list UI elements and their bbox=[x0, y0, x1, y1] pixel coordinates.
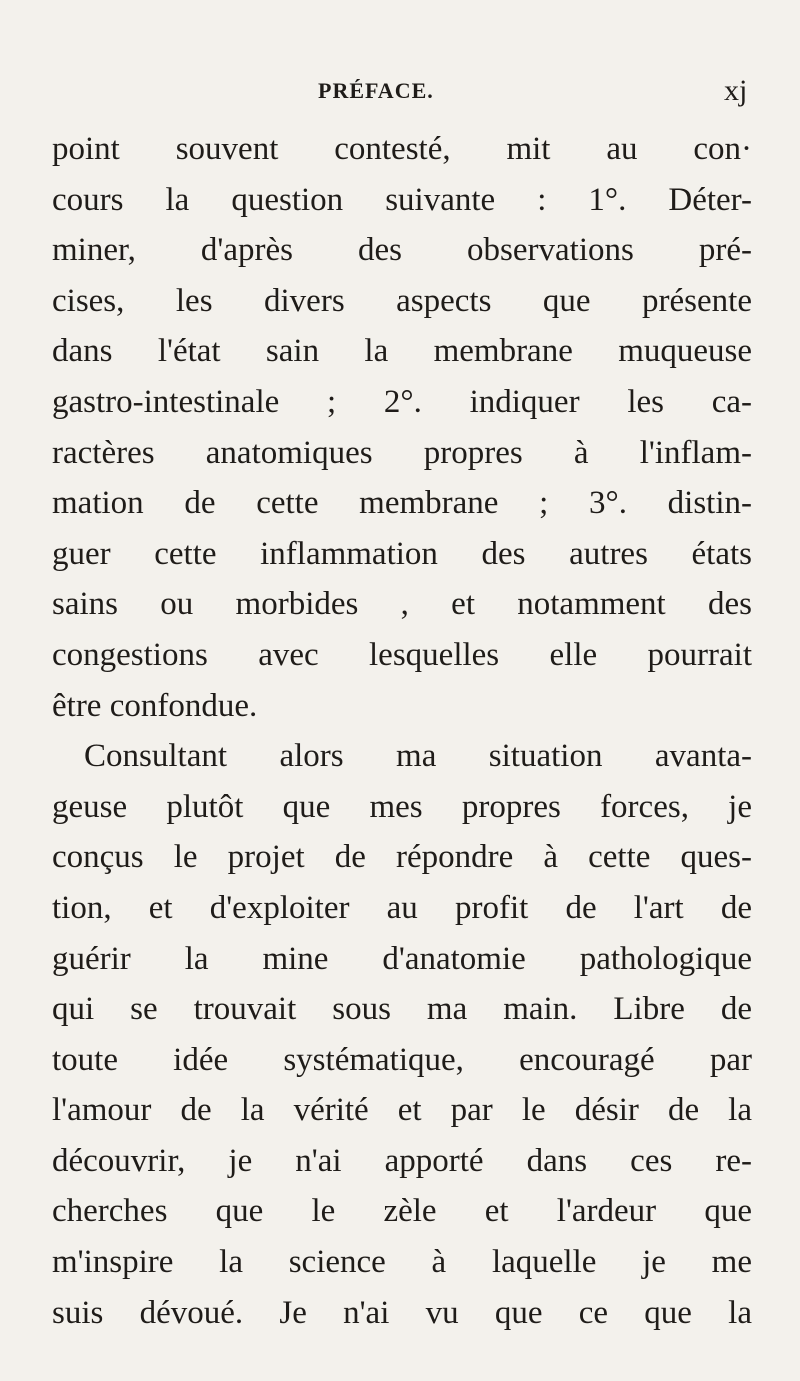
text-line: geuse plutôt que mes propres forces, je bbox=[52, 788, 752, 825]
text-line: ractères anatomiques propres à l'inflam- bbox=[52, 434, 752, 471]
text-line: mation de cette membrane ; 3°. distin- bbox=[52, 485, 752, 522]
text-line: suis dévoué. Je n'ai vu que ce que la bbox=[52, 1294, 752, 1331]
text-line: tion, et d'exploiter au profit de l'art de bbox=[52, 889, 752, 926]
text-line: guérir la mine d'anatomie pathologique bbox=[52, 940, 752, 977]
text-line: cises, les divers aspects que présente bbox=[52, 282, 752, 319]
page-header bbox=[0, 74, 800, 118]
text-line: dans l'état sain la membrane muqueuse bbox=[52, 333, 752, 370]
text-line: découvrir, je n'ai apporté dans ces re- bbox=[52, 1142, 752, 1179]
text-line: cherches que le zèle et l'ardeur que bbox=[52, 1193, 752, 1230]
text-line: point souvent contesté, mit au con· bbox=[52, 131, 752, 167]
paragraph-end-line: être confondue. bbox=[52, 687, 258, 724]
text-line: gastro-intestinale ; 2°. indiquer les ca- bbox=[52, 383, 752, 420]
body-text bbox=[52, 124, 752, 1338]
text-line: congestions avec lesquelles elle pourrait bbox=[52, 636, 752, 673]
text-line: miner, d'après des observations pré- bbox=[52, 232, 752, 269]
paragraph-start-line: Consultant alors ma situation avanta- bbox=[84, 738, 752, 775]
text-line: m'inspire la science à laquelle je me bbox=[52, 1244, 752, 1281]
text-line: l'amour de la vérité et par le désir de la bbox=[52, 1092, 752, 1129]
page-number: xj bbox=[724, 74, 748, 107]
text-line: qui se trouvait sous ma main. Libre de bbox=[52, 991, 752, 1028]
text-line: conçus le projet de répondre à cette ques- bbox=[52, 839, 752, 876]
text-line: cours la question suivante : 1°. Déter- bbox=[52, 181, 752, 218]
text-line: sains ou morbides , et notamment des bbox=[52, 586, 752, 623]
running-title: PRÉFACE. bbox=[318, 78, 434, 103]
text-line: guer cette inflammation des autres états bbox=[52, 535, 752, 572]
text-line: toute idée systématique, encouragé par bbox=[52, 1041, 752, 1078]
